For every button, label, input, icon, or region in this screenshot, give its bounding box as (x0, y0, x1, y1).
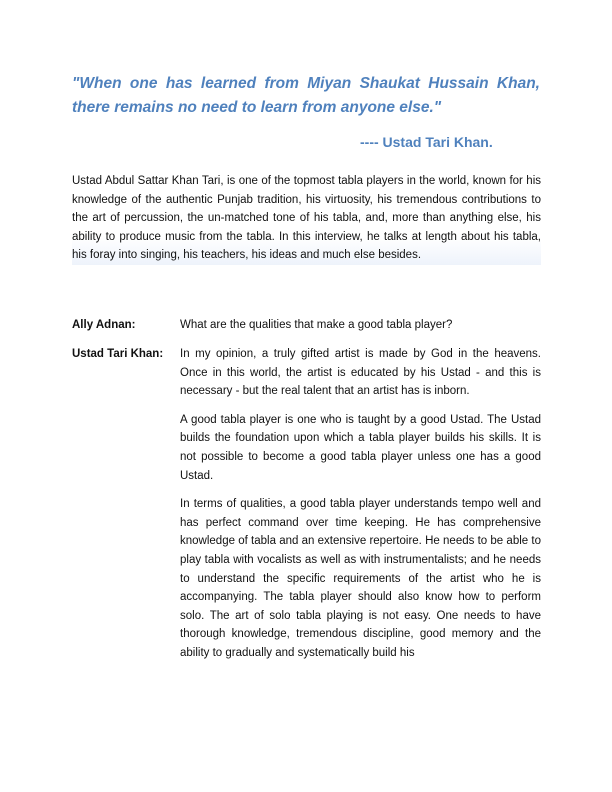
epigraph-attribution: ---- Ustad Tari Khan. (360, 134, 493, 150)
answer-paragraph: In my opinion, a truly gifted artist is made by God in the heavens. Once in this world, the artist is educated by his Ustad - and this is necessary - but the real talent that an artist has is inborn. (180, 348, 541, 398)
answer-paragraph: A good tabla player is one who is taught by a good Ustad. The Ustad builds the foundation upon which a tabla player builds his skills. It is not possible to become a good tabla player unless one has a good Ustad. (180, 413, 541, 482)
intro-paragraph: Ustad Abdul Sattar Khan Tari, is one of the topmost tabla players in the world, known for his knowledge of the authentic Punjab tradition, his virtuosity, his tremendous contributions to the art of percussion, the un-matched tone of his tabla, and, more than anything else, his ability to produce music from the tabla. In this interview, he talks at length about his tabla, his foray into singing, his teachers, his ideas and much else besides. (72, 172, 541, 265)
epigraph-quote: "When one has learned from Miyan Shaukat Hussain Khan, there remains no need to learn from anyone else." (72, 75, 540, 116)
answer-speaker: Ustad Tari Khan: (72, 348, 164, 360)
answer-text (180, 345, 541, 673)
question-text: What are the qualities that make a good tabla player? (180, 319, 453, 331)
question-speaker: Ally Adnan: (72, 319, 136, 331)
answer-paragraph: In terms of qualities, a good tabla player understands tempo well and has perfect command over time keeping. He has comprehensive knowledge of tabla and an extensive repertoire. He needs to be able to play tabla with vocalists as well as with instrumentalists; and he needs to understand the specific requirements of the artist who he is accompanying. The tabla player should also know how to perform solo. The art of solo tabla playing is not easy. One needs to have thorough knowledge, tremendous discipline, good memory and the ability to gradually and systematically build his (180, 498, 541, 659)
